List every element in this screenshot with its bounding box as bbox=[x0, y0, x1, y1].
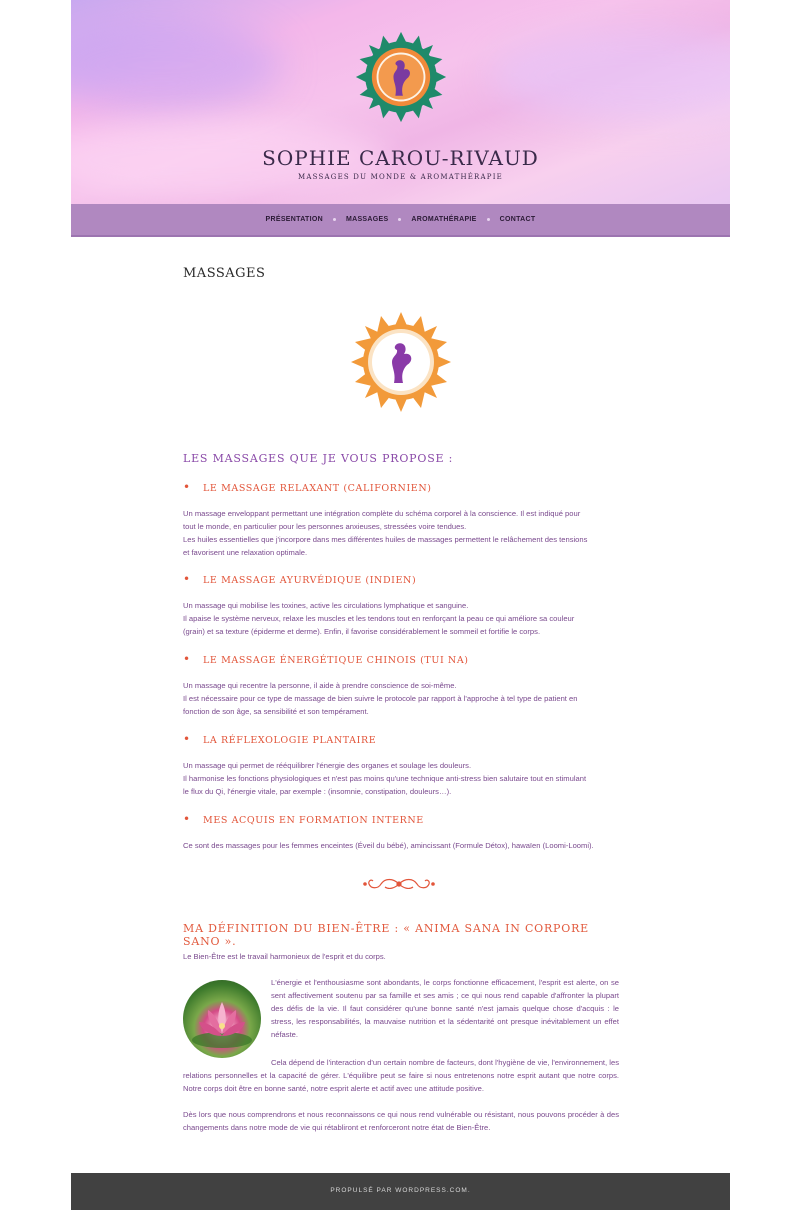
nav-item-aromatherapie[interactable]: AROMATHÉRAPIE bbox=[411, 216, 477, 223]
massage-title: LE MASSAGE ÉNERGÉTIQUE CHINOIS (TUI NA) bbox=[203, 655, 469, 666]
definition-intro-text: Le Bien-Être est le travail harmonieux de l'esprit et du corps. bbox=[183, 952, 386, 961]
massage-title: MES ACQUIS EN FORMATION INTERNE bbox=[203, 815, 424, 826]
definition-text: Dès lors que nous comprendrons et nous reconnaissons ce qui nous rend vulnérable ou résistant, nous pouvons procéder à des changements dans notre mode de vie qui rétabliront et renforceront notre état de Bien-Être. bbox=[183, 1110, 619, 1132]
nav-item-contact[interactable]: CONTACT bbox=[499, 216, 536, 223]
massage-heading bbox=[183, 572, 416, 586]
definition-text: L'énergie et l'enthousiasme sont abondants, le corps fonctionne efficacement, l'esprit est alerte, on se sent affectivement soutenu par sa famille et ses amis ; ce qui nous rend capable d'affronter la plupart des défis de la vie. Il faut considérer qu'une bonne santé n'est jamais quelque chose d'acquis : le stress, les responsabilités, la mauvaise nutrition et la sédentarité ont presque inévitablement un effet néfaste. bbox=[271, 978, 619, 1039]
site-footer bbox=[71, 1173, 730, 1210]
lotus-icon bbox=[183, 980, 261, 1058]
description-line: Il est nécessaire pour ce type de massage de bien suivre le protocole par rapport à l'approche à tel type de patient en bbox=[183, 694, 578, 703]
description-line: Les huiles essentielles que j'incorpore dans mes différentes huiles de massages permettent le relâchement des tensions bbox=[183, 535, 588, 544]
sky-cloud bbox=[71, 20, 281, 110]
main-navigation bbox=[71, 204, 730, 237]
description-line: tout le monde, en particulier pour les personnes anxieuses, stressées voire tendues. bbox=[183, 522, 467, 531]
massage-description bbox=[183, 679, 619, 718]
lotus-flower-image bbox=[183, 980, 261, 1058]
massage-description bbox=[183, 759, 619, 798]
site-title[interactable]: SOPHIE CAROU-RIVAUD bbox=[262, 146, 539, 170]
nav-item-massages[interactable]: MASSAGES bbox=[345, 216, 389, 223]
site-description: MASSAGES DU MONDE & AROMATHÉRAPIE bbox=[298, 173, 503, 181]
massage-heading bbox=[183, 480, 432, 494]
description-line: Un massage qui recentre la personne, il aide à prendre conscience de soi-même. bbox=[183, 681, 457, 690]
massage-title: LE MASSAGE AYURVÉDIQUE (INDIEN) bbox=[203, 575, 417, 586]
nav-list bbox=[71, 204, 730, 235]
massage-description bbox=[183, 507, 619, 559]
definition-paragraph-3 bbox=[183, 1108, 619, 1134]
description-line: (grain) et sa texture (épiderme et derme). Enfin, il favorise considérablement le sommeil et fortifie le corps. bbox=[183, 627, 541, 636]
massage-heading bbox=[183, 812, 424, 826]
sky-cloud bbox=[491, 30, 730, 120]
section-heading-massages: LES MASSAGES QUE JE VOUS PROPOSE : bbox=[183, 452, 454, 465]
description-line: Il harmonise les fonctions physiologiques et n'est pas moins qu'une technique anti-stress bien salutaire tout en stimulant bbox=[183, 774, 587, 783]
massage-title: LA RÉFLEXOLOGIE PLANTAIRE bbox=[203, 735, 377, 746]
mandala-logo-icon bbox=[351, 312, 451, 412]
page-title: MASSAGES bbox=[183, 266, 266, 281]
site-header bbox=[71, 0, 730, 204]
footer-credit-link[interactable]: PROPULSÉ PAR WORDPRESS.COM. bbox=[330, 1187, 471, 1194]
definition-text: Cela dépend de l'interaction d'un certain nombre de facteurs, dont l'hygiène de vie, l'environnement, les relations personnelles et la capacité de gérer. L'équilibre peut se faire si nous entretenons notre esprit autant que notre corps. Notre corps doit être en bonne santé, notre esprit alerte et actif avec une attitude positive. bbox=[183, 1058, 619, 1093]
definition-heading: MA DÉFINITION DU BIEN-ÊTRE : « ANIMA SANA IN CORPORE SANO ». bbox=[183, 922, 589, 948]
site-logo-icon[interactable] bbox=[354, 30, 448, 124]
bullet-icon: • bbox=[183, 480, 191, 494]
page bbox=[71, 0, 730, 1210]
description-line: Ce sont des massages pour les femmes enceintes (Éveil du bébé), amincissant (Formule Détox), hawaïen (Loomi-Loomi). bbox=[183, 841, 594, 850]
description-line: Un massage enveloppant permettant une intégration complète du schéma corporel à la conscience. Il est indiqué pour bbox=[183, 509, 581, 518]
nav-item-presentation[interactable]: PRÉSENTATION bbox=[265, 216, 323, 223]
definition-paragraph-2 bbox=[183, 1056, 619, 1095]
massage-heading bbox=[183, 652, 469, 666]
description-line: Un massage qui mobilise les toxines, active les circulations lymphatique et sanguine. bbox=[183, 601, 469, 610]
bullet-icon: • bbox=[183, 812, 191, 826]
massage-description bbox=[183, 839, 619, 852]
description-line: fonction de son âge, sa sensibilité et son tempérament. bbox=[183, 707, 369, 716]
bullet-icon: • bbox=[183, 572, 191, 586]
bullet-icon: • bbox=[183, 732, 191, 746]
description-line: Un massage qui permet de rééquilibrer l'énergie des organes et soulage les douleurs. bbox=[183, 761, 472, 770]
description-line: Il apaise le système nerveux, relaxe les muscles et les tendons tout en renforçant la peau ce qui améliore sa couleur bbox=[183, 614, 575, 623]
massage-description bbox=[183, 599, 619, 638]
definition-paragraph-1 bbox=[271, 976, 619, 1041]
description-line: et favorisent une relaxation optimale. bbox=[183, 548, 308, 557]
description-line: le flux du Qi, l'énergie vitale, par exemple : (insomnie, constipation, douleurs…). bbox=[183, 787, 452, 796]
massage-title: LE MASSAGE RELAXANT (CALIFORNIEN) bbox=[203, 483, 432, 494]
bullet-icon: • bbox=[183, 652, 191, 666]
definition-intro bbox=[183, 950, 619, 963]
massage-heading bbox=[183, 732, 376, 746]
swirl-ornament-icon bbox=[359, 874, 439, 894]
